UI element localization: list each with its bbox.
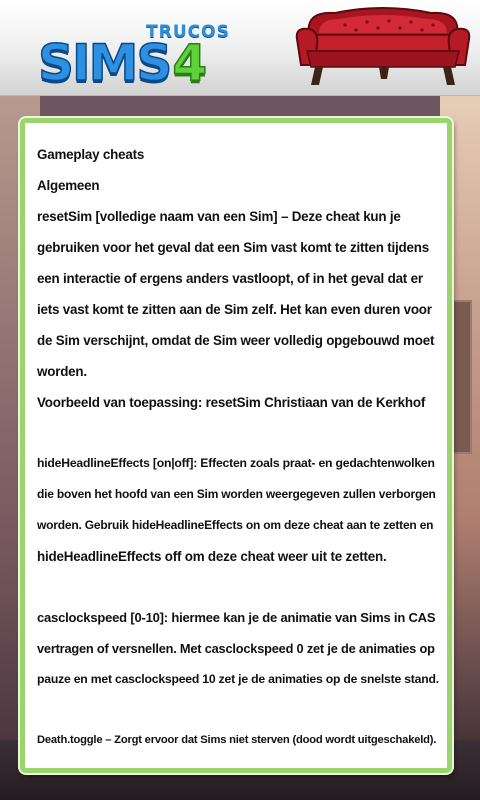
paragraph-line: pauze en met casclockspeed 10 zet je de animaties op de snelste stand. [37,672,439,686]
paragraph-line: die boven het hoofd van een Sim worden weergegeven zullen verborgen [37,487,436,501]
paragraph-line: iets vast komt te zitten aan de Sim zelf. Het kan even duren voor [37,302,432,317]
content-subheading: Algemeen [37,178,100,193]
logo-top-text: TRUCOS [146,22,230,42]
logo-main-text [38,36,205,90]
paragraph-line: vertragen of versnellen. Met casclockspeed 0 zet je de animaties op [37,641,435,656]
content-heading: Gameplay cheats [37,147,145,162]
paragraph-spacer [37,418,439,448]
paragraph-line: de Sim verschijnt, omdat de Sim weer volledig opgebouwd moet [37,333,435,348]
paragraph-line: resetSim [volledige naam van een Sim] – Deze cheat kun je [37,209,401,224]
logo-number-text: 4 [172,34,206,92]
paragraph-line: hideHeadlineEffects off om deze cheat weer uit te zetten. [37,549,387,564]
app-header [0,0,480,96]
paragraph-spacer [37,572,439,602]
paragraph-line: casclockspeed [0-10]: hiermee kan je de animatie van Sims in CAS [37,610,436,625]
sofa-icon [295,5,471,91]
paragraph-line: een interactie of ergens anders vastloopt, of in het geval dat er [37,271,423,286]
paragraph-line: hideHeadlineEffects [on|off]: Effecten zoals praat- en gedachtenwolken [37,456,435,470]
paragraph-line: Voorbeeld van toepassing: resetSim Christiaan van de Kerkhof [37,395,426,410]
cheats-content-card [20,118,452,773]
paragraph-line: gebruiken voor het geval dat een Sim vast komt te zitten tijdens [37,240,429,255]
paragraph-line: worden. Gebruik hideHeadlineEffects on om deze cheat aan te zetten en [37,518,434,532]
logo-sims-text: SIMS [38,34,171,92]
trucos-sims4-logo [38,22,258,92]
paragraph-line: worden. [37,364,87,379]
paragraph-spacer [37,695,439,725]
paragraph-line: Death.toggle – Zorgt ervoor dat Sims niet sterven (dood wordt uitgeschakeld). [37,734,437,746]
